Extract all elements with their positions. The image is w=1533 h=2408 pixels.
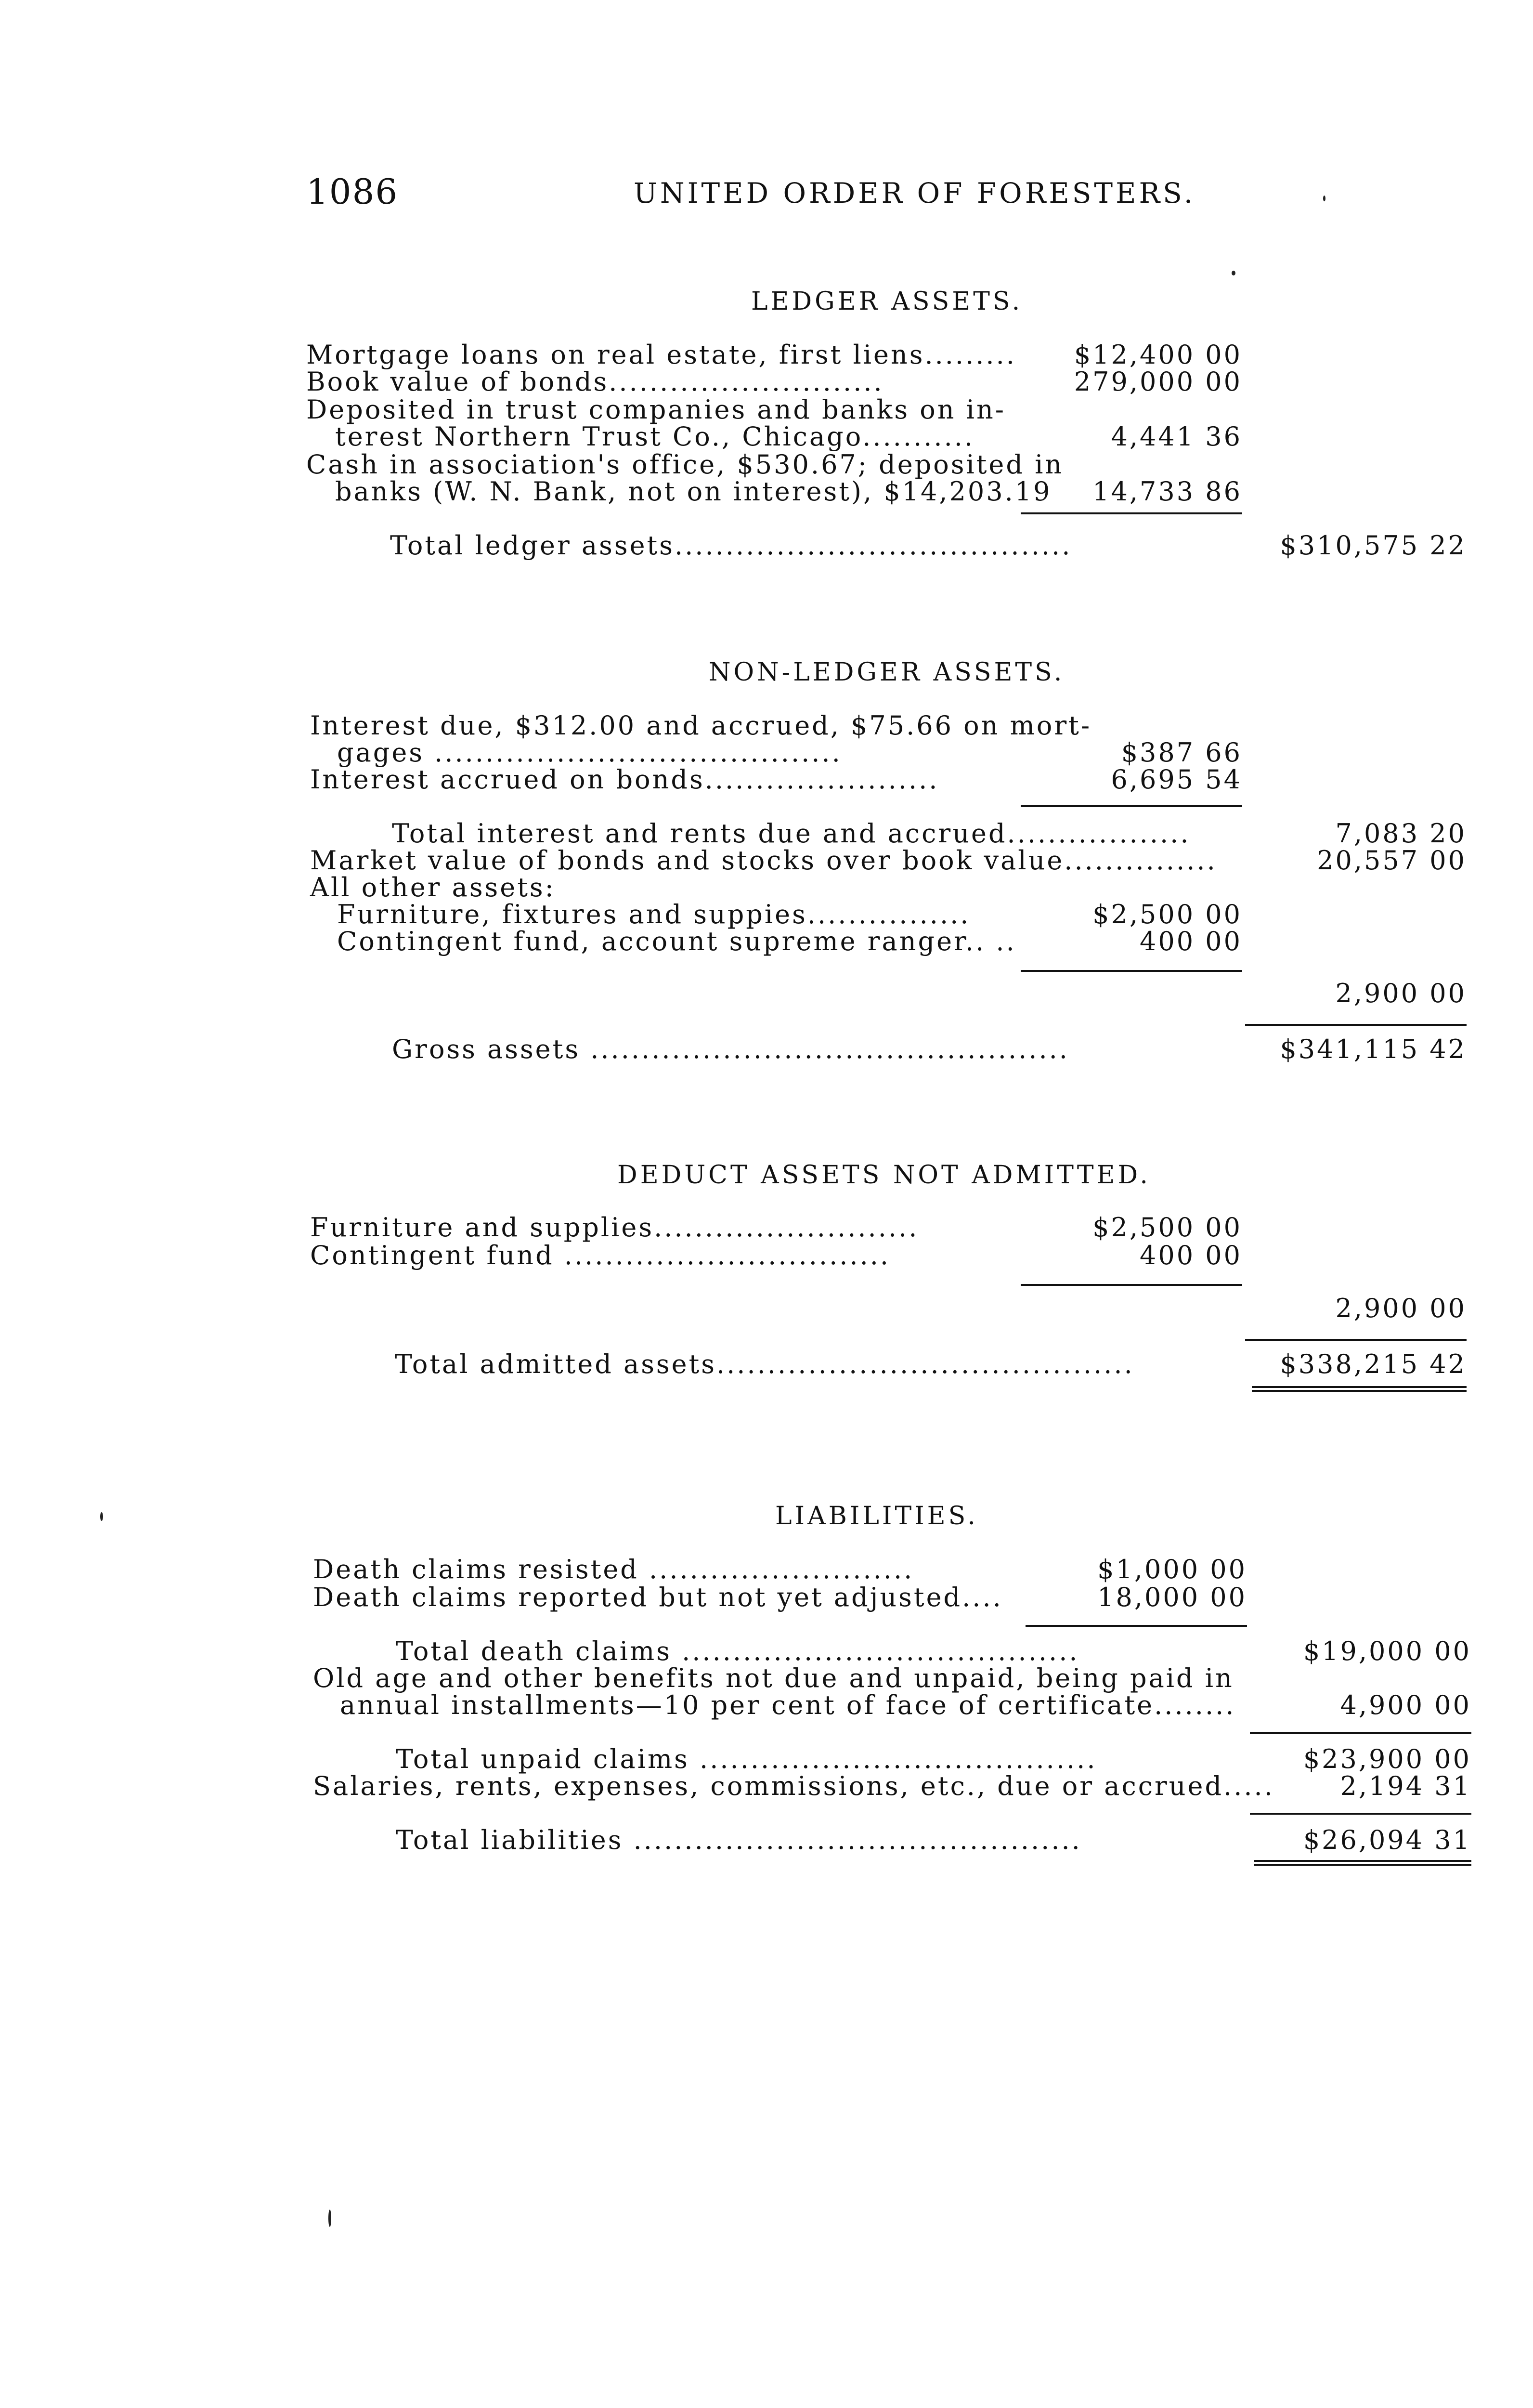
total-liabilities-amount: $26,094 31 [1303, 1825, 1471, 1855]
ledger-row-label: Book value of bonds........................... [306, 366, 884, 397]
ledger-row-label: Cash in association's office, $530.67; deposited in [306, 449, 1064, 480]
non-ledger-row-label: gages ........................................ [337, 737, 842, 768]
other-asset-row-amount: $2,500 00 [1092, 899, 1242, 929]
non-ledger-row-label: Interest accrued on bonds....................... [310, 764, 939, 795]
scan-speck [1323, 196, 1325, 201]
gross-assets-label: Gross assets ............................................... [392, 1034, 1069, 1064]
ledger-assets-heading: LEDGER ASSETS. [751, 287, 1023, 316]
death-claims-rule [1026, 1625, 1247, 1627]
scan-speck [100, 1512, 103, 1521]
admitted-assets-label: Total admitted assets......................................... [395, 1349, 1134, 1379]
deduct-row-label: Furniture and supplies.......................... [310, 1212, 919, 1243]
liability-row-amount: $1,000 00 [1097, 1554, 1247, 1584]
deduct-row-label: Contingent fund ................................ [310, 1240, 891, 1270]
unpaid-claims-rule [1250, 1732, 1471, 1734]
ledger-row-amount: $12,400 00 [1074, 340, 1242, 370]
other-assets-total: 2,900 00 [1335, 978, 1467, 1008]
old-age-amount: 4,900 00 [1340, 1690, 1471, 1720]
deduct-subtotal: 2,900 00 [1335, 1293, 1467, 1323]
deduct-row-amount: $2,500 00 [1092, 1212, 1242, 1243]
admitted-double-rule [1252, 1386, 1467, 1392]
market-value-amount: 20,557 00 [1317, 845, 1467, 876]
gross-rule [1245, 1024, 1467, 1026]
scan-speck [328, 2210, 331, 2227]
liability-row-amount: 18,000 00 [1097, 1582, 1247, 1612]
total-interest-label: Total interest and rents due and accrued.................. [392, 818, 1191, 849]
old-age-label-line1: Old age and other benefits not due and unpaid, being paid in [313, 1663, 1234, 1693]
deduct-heading: DEDUCT ASSETS NOT ADMITTED. [617, 1161, 1151, 1190]
non-ledger-row-amount: $387 66 [1121, 737, 1242, 768]
liabilities-rule [1250, 1813, 1471, 1815]
ledger-row-label: terest Northern Trust Co., Chicago........... [335, 421, 975, 452]
other-asset-row-label: Contingent fund, account supreme ranger.. .. [337, 926, 1016, 956]
non-ledger-row-amount: 6,695 54 [1111, 764, 1242, 795]
ledger-row-label: Deposited in trust companies and banks on in- [306, 394, 1006, 425]
page-number: 1086 [306, 171, 399, 212]
salaries-amount: 2,194 31 [1340, 1771, 1471, 1801]
ledger-subtotal-rule [1021, 512, 1242, 514]
total-death-claims-amount: $19,000 00 [1303, 1636, 1471, 1666]
ledger-total-label: Total ledger assets....................................... [390, 530, 1072, 561]
deduct-rule [1021, 1284, 1242, 1286]
other-assets-label: All other assets: [310, 872, 556, 903]
market-value-label: Market value of bonds and stocks over book value............... [310, 845, 1217, 876]
non-ledger-assets-heading: NON-LEDGER ASSETS. [709, 658, 1065, 687]
total-interest-amount: 7,083 20 [1335, 818, 1467, 849]
scan-speck [1232, 271, 1235, 275]
total-liabilities-label: Total liabilities ............................................ [396, 1825, 1082, 1855]
admitted-rule [1245, 1339, 1467, 1341]
liabilities-heading: LIABILITIES. [775, 1502, 978, 1531]
liability-row-label: Death claims reported but not yet adjusted.... [313, 1582, 1003, 1612]
ledger-row-label: banks (W. N. Bank, not on interest), $14,203.19 [335, 476, 1052, 507]
salaries-label: Salaries, rents, expenses, commissions, etc., due or accrued..... [313, 1771, 1274, 1801]
running-title: UNITED ORDER OF FORESTERS. [634, 177, 1196, 209]
liabilities-double-rule [1254, 1860, 1471, 1866]
ledger-row-amount: 279,000 00 [1074, 366, 1242, 397]
other-assets-rule [1021, 970, 1242, 972]
deduct-row-amount: 400 00 [1140, 1240, 1242, 1270]
gross-assets-amount: $341,115 42 [1280, 1034, 1467, 1064]
other-asset-row-amount: 400 00 [1140, 926, 1242, 956]
total-unpaid-claims-amount: $23,900 00 [1303, 1744, 1471, 1774]
admitted-assets-amount: $338,215 42 [1280, 1349, 1467, 1379]
total-death-claims-label: Total death claims ....................................... [396, 1636, 1079, 1666]
old-age-label-line2: annual installments—10 per cent of face of certificate........ [340, 1690, 1236, 1720]
non-ledger-row-label: Interest due, $312.00 and accrued, $75.66 on mort- [310, 710, 1092, 741]
interest-subtotal-rule [1021, 805, 1242, 807]
ledger-total-amount: $310,575 22 [1280, 530, 1467, 561]
other-asset-row-label: Furniture, fixtures and suppies................ [337, 899, 971, 929]
ledger-row-amount: 4,441 36 [1111, 421, 1242, 452]
total-unpaid-claims-label: Total unpaid claims ....................................... [396, 1744, 1097, 1774]
ledger-row-amount: 14,733 86 [1092, 476, 1242, 507]
liability-row-label: Death claims resisted .......................... [313, 1554, 914, 1584]
ledger-row-label: Mortgage loans on real estate, first liens......... [306, 340, 1016, 370]
